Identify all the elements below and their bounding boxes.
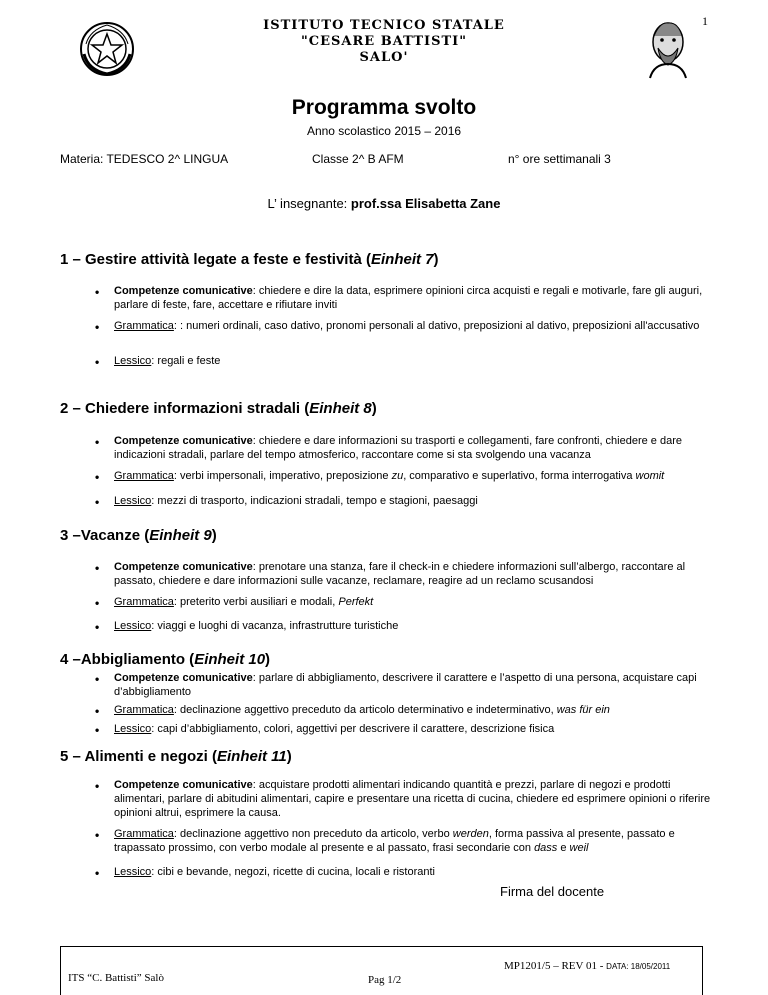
footer-page: Pag 1/2 [368,974,402,986]
section-heading: 3 –Vacanze (Einheit 9) [60,527,217,544]
section-heading: 1 – Gestire attività legate a feste e festività (Einheit 7) [60,251,439,268]
bullet-icon: • [95,435,100,449]
list-item: Lessico: cibi e bevande, negozi, ricette di cucina, locali e ristoranti [114,866,436,878]
cesare-battisti-portrait [640,18,696,80]
teacher-prefix: L’ insegnante: [267,196,351,211]
bullet-icon: • [95,723,100,737]
list-item: Grammatica: verbi impersonali, imperativo, preposizione zu, comparativo e superlativo, forma interrogativa womit [114,470,665,482]
section-heading: 5 – Alimenti e negozi (Einheit 11) [60,748,292,765]
weekly-hours-label: n° ore settimanali 3 [508,152,611,166]
bullet-icon: • [95,561,100,575]
list-item: Lessico: viaggi e luoghi di vacanza, infrastrutture turistiche [114,620,399,632]
bullet-icon: • [95,672,100,686]
page-number: 1 [702,14,708,28]
page-title: Programma svolto [291,96,477,119]
list-item: Grammatica: preterito verbi ausiliari e modali, Perfekt [114,596,374,608]
list-item: Grammatica: declinazione aggettivo non preceduto da articolo, verbo werden, forma passiva al presente, passato e trapassato prossimo, con verbo modale al presente e al passato, frasi secondarie con dass e weil [114,828,675,854]
footer-school: ITS “C. Battisti” Salò [68,972,164,984]
list-item: Lessico: capi d’abbigliamento, colori, aggettivi per descrivere il carattere, descrizione fisica [114,723,555,735]
institute-line-3: SALO' [359,50,409,65]
school-year: Anno scolastico 2015 – 2016 [306,124,462,138]
signature-label: Firma del docente [500,884,605,899]
list-item: Grammatica: : numeri ordinali, caso dativo, pronomi personali al dativo, preposizioni al dativo, preposizioni all'accusativo [114,320,700,332]
list-item: Grammatica: declinazione aggettivo preceduto da articolo determinativo e indeterminativo, was für ein [114,704,610,716]
section-heading: 2 – Chiedere informazioni stradali (Einheit 8) [60,400,377,417]
list-item: Lessico: mezzi di trasporto, indicazioni stradali, tempo e stagioni, paesaggi [114,495,478,507]
teacher-line [0,196,768,211]
bullet-icon: • [95,355,100,369]
teacher-name: prof.ssa Elisabetta Zane [350,196,501,211]
list-item: Competenze comunicative: chiedere e dire la data, esprimere opinioni circa acquisti e regali e motivarle, fare gli auguri, parlare di feste, fare, accettare e rifiutare inviti [114,285,703,311]
list-item: Competenze comunicative: parlare di abbigliamento, descrivere il carattere e l’aspetto di una persona, acquistare capi d’abbigliamento [114,672,697,698]
bullet-icon: • [95,620,100,634]
bullet-icon: • [95,704,100,718]
bullet-icon: • [95,779,100,793]
bullet-icon: • [95,828,100,842]
bullet-icon: • [95,320,100,334]
bullet-icon: • [95,495,100,509]
bullet-icon: • [95,285,100,299]
class-label: Classe 2^ B AFM [312,152,404,166]
bullet-icon: • [95,470,100,484]
list-item: Competenze comunicative: prenotare una stanza, fare il check-in e chiedere informazioni sull’albergo, raccontare al passato, chiedere e dare informazioni sulle vacanze, reclamare, reagire ad un reclamo scusandosi [114,561,686,587]
list-item: Lessico: regali e feste [114,355,221,367]
bullet-icon: • [95,596,100,610]
section-heading: 4 –Abbigliamento (Einheit 10) [60,651,271,668]
institute-line-1: ISTITUTO TECNICO STATALE [263,18,505,33]
list-item: Competenze comunicative: acquistare prodotti alimentari indicando quantità e prezzi, parlare di negozi e prodotti alimentari, parlare di abitudini alimentari, capire e presentare una ricetta di cucina, chiedere ed esprimere opinioni o riferire opinioni altrui, esprimere la causa. [114,779,711,819]
subject-label: Materia: TEDESCO 2^ LINGUA [60,152,229,166]
footer-doc-code: MP1201/5 – REV 01 - DATA: 18/05/2011 [504,960,671,972]
list-item: Competenze comunicative: chiedere e dare informazioni su trasporti e collegamenti, fare confronti, chiedere e dare indicazioni stradali, parlare del tempo atmosferico, raccontare come si sta svolgendo una vacanza [114,435,682,461]
institute-line-2: "CESARE BATTISTI" [301,34,467,49]
bullet-icon: • [95,866,100,880]
